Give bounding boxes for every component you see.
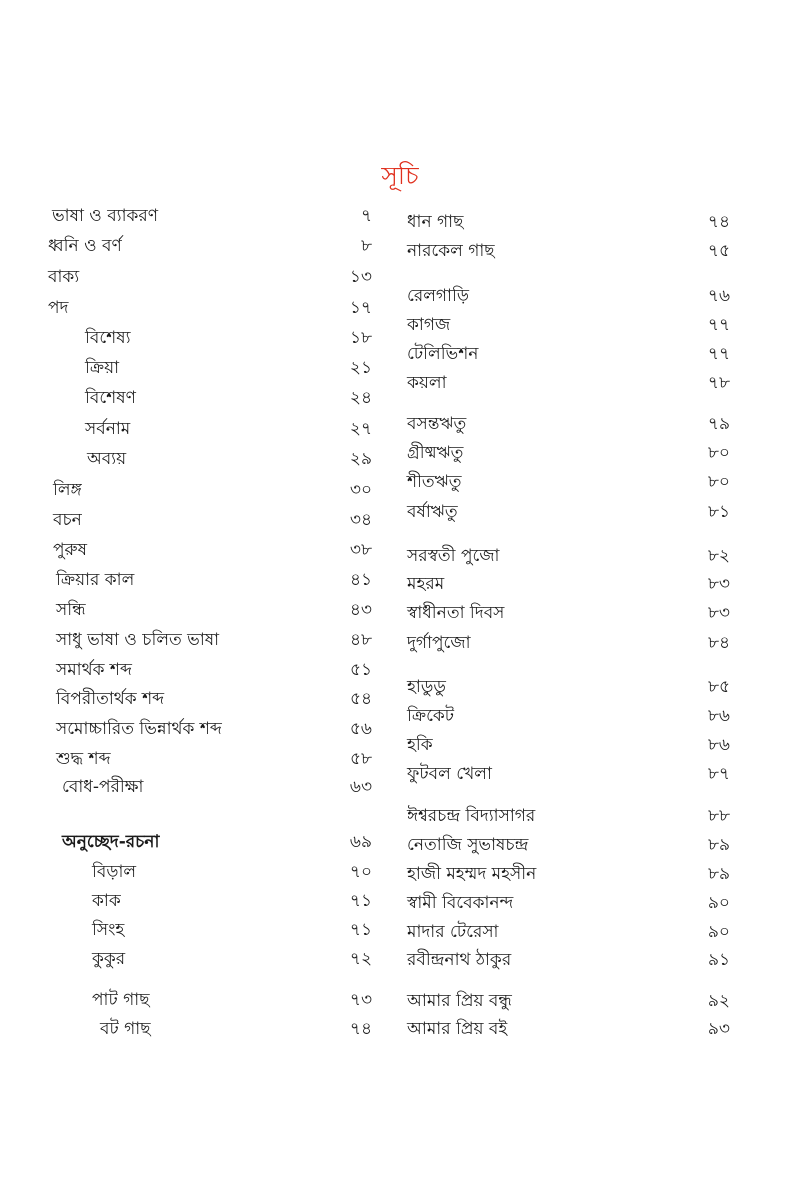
toc-entry-title: সর্বনাম <box>85 419 131 439</box>
toc-entry-page: ৮৩ <box>707 574 730 594</box>
toc-entry-title: পাট গাছ <box>92 990 150 1010</box>
toc-entry-title: টেলিভিশন <box>407 344 479 364</box>
toc-entry <box>407 499 730 525</box>
toc-entry-title: বসন্তঋতু <box>407 414 467 434</box>
toc-entry-title: স্বামী বিবেকানন্দ <box>407 893 514 913</box>
toc-entry-title: ভাষা ও ব্যাকরণ <box>52 206 159 226</box>
toc-entry <box>407 370 730 396</box>
toc-entry-title: আমার প্রিয় বন্ধু <box>407 991 512 1011</box>
toc-entry-title: পুরুষ <box>53 540 87 560</box>
toc-entry <box>407 600 730 626</box>
toc-entry-page: ৭৫ <box>707 241 730 261</box>
toc-entry <box>407 469 730 495</box>
toc-entry-title: শীতঋতু <box>407 472 462 492</box>
toc-entry-page: ৮৩ <box>707 603 730 623</box>
toc-entry-title: বোধ-পরীক্ষা <box>62 777 144 797</box>
toc-entry-page: ৭৭ <box>707 315 730 335</box>
toc-entry-title: কাগজ <box>407 315 451 335</box>
toc-entry-title: হাডুডু <box>407 677 446 697</box>
toc-entry-page: ১৩ <box>349 267 372 287</box>
toc-entry-page: ২৯ <box>349 449 372 469</box>
toc-entry-title: পদ <box>48 298 69 318</box>
toc-entry-title: ক্রিয়ার কাল <box>56 570 135 590</box>
toc-entry-title: বাক্য <box>48 267 80 287</box>
toc-entry-page: ৭৩ <box>349 990 372 1010</box>
toc-entry-title: বিপরীতার্থক শব্দ <box>56 689 165 709</box>
toc-entry-title: গ্রীষ্মঋতু <box>407 443 464 463</box>
toc-entry-title: সিংহ <box>92 920 125 940</box>
toc-entry <box>407 674 730 700</box>
toc-entry <box>407 703 730 729</box>
toc-entry <box>407 238 730 264</box>
toc-entry-page: ৮৭ <box>707 764 730 784</box>
toc-entry <box>407 890 730 916</box>
toc-entry-page: ৭৪ <box>349 1019 372 1039</box>
toc-entry-title: বট গাছ <box>100 1019 151 1039</box>
toc-entry-page: ৪৮ <box>349 630 372 650</box>
toc-entry-page: ৩০ <box>349 480 372 500</box>
toc-entry-page: ৭৪ <box>707 212 730 232</box>
toc-entry-page: ৫৪ <box>349 689 372 709</box>
toc-entry-title: ক্রিকেট <box>407 706 455 726</box>
toc-entry-title: নারকেল গাছ <box>407 241 495 261</box>
toc-entry-page: ১৭ <box>349 298 372 318</box>
toc-entry-title: মহরম <box>407 574 445 594</box>
toc-entry-page: ৭৮ <box>707 373 730 393</box>
toc-entry-page: ৮০ <box>707 472 730 492</box>
toc-entry-title: রেলগাড়ি <box>407 286 469 306</box>
toc-entry-page: ৭০ <box>349 862 372 882</box>
toc-entry-title: কয়লা <box>407 373 447 393</box>
toc-entry-page: ৪১ <box>349 570 372 590</box>
toc-entry-page: ৮৬ <box>707 735 730 755</box>
toc-entry-title: বিশেষ্য <box>85 328 131 348</box>
toc-entry-page: ২১ <box>349 358 372 378</box>
toc-entry-page: ৯০ <box>707 922 730 942</box>
toc-entry-page: ৮৪ <box>707 633 730 653</box>
toc-entry-page: ৮০ <box>707 443 730 463</box>
toc-entry-title: বিড়াল <box>92 862 137 882</box>
toc-entry-page: ৭২ <box>349 949 372 969</box>
toc-entry <box>407 630 730 656</box>
toc-entry <box>407 861 730 887</box>
page-title: সূচি <box>381 161 419 190</box>
toc-entry-page: ৮৬ <box>707 706 730 726</box>
toc-entry <box>407 283 730 309</box>
toc-entry <box>407 947 730 973</box>
toc-entry <box>407 732 730 758</box>
toc-entry-page: ৮২ <box>707 546 730 566</box>
toc-entry-title: বচন <box>53 510 82 530</box>
toc-entry-page: ১৮ <box>349 328 372 348</box>
toc-entry-page: ৮৮ <box>707 806 730 826</box>
toc-entry <box>407 1016 730 1042</box>
toc-entry-title: ফুটবল খেলা <box>407 764 492 784</box>
toc-entry-page: ৭৭ <box>707 344 730 364</box>
toc-entry-page: ৫৮ <box>349 749 372 769</box>
toc-entry-title: সাধু ভাষা ও চলিত ভাষা <box>56 630 220 650</box>
toc-entry-title: মাদার টেরেসা <box>407 922 499 942</box>
toc-entry-page: ৬৩ <box>349 777 372 797</box>
toc-entry <box>407 411 730 437</box>
toc-entry-page: ৮৯ <box>707 864 730 884</box>
toc-entry-title: ক্রিয়া <box>85 358 120 378</box>
toc-entry-page: ২৪ <box>349 388 372 408</box>
toc-entry <box>407 988 730 1014</box>
toc-entry <box>407 543 730 569</box>
toc-entry-page: ২৭ <box>349 419 372 439</box>
toc-entry-page: ৮১ <box>707 502 730 522</box>
toc-entry-title: নেতাজি সুভাষচন্দ্র <box>407 835 529 855</box>
toc-entry-page: ৭৯ <box>707 414 730 434</box>
toc-entry-page: ৭ <box>360 206 372 226</box>
toc-entry <box>407 341 730 367</box>
toc-entry-title: অব্যয় <box>87 449 127 469</box>
toc-entry-page: ৮ <box>360 236 372 256</box>
toc-entry <box>407 312 730 338</box>
toc-entry <box>407 209 730 235</box>
toc-entry <box>407 761 730 787</box>
toc-entry-page: ৯০ <box>707 893 730 913</box>
toc-entry <box>407 832 730 858</box>
toc-entry-title: দুর্গাপুজো <box>407 633 471 653</box>
toc-entry-title: রবীন্দ্রনাথ ঠাকুর <box>407 950 512 970</box>
toc-entry-title: স্বাধীনতা দিবস <box>407 603 505 623</box>
toc-entry-page: ৫১ <box>349 660 372 680</box>
toc-entry-title: সমোচ্চারিত ভিন্নার্থক শব্দ <box>56 719 222 739</box>
toc-entry-title: সন্ধি <box>56 600 86 620</box>
toc-entry <box>407 919 730 945</box>
toc-entry-page: ৭১ <box>349 920 372 940</box>
toc-entry-page: ৯৩ <box>707 1019 730 1039</box>
toc-entry-title: অনুচ্ছেদ-রচনা <box>62 832 160 852</box>
toc-entry-title: হকি <box>407 735 433 755</box>
toc-entry-page: ৭১ <box>349 891 372 911</box>
toc-entry-page: ৬৯ <box>349 832 372 852</box>
toc-entry-title: কুকুর <box>92 949 126 969</box>
toc-entry-title: হাজী মহম্মদ মহসীন <box>407 864 537 884</box>
toc-entry-page: ৩৪ <box>349 510 372 530</box>
toc-entry-page: ৪৩ <box>349 600 372 620</box>
toc-entry-title: লিঙ্গ <box>53 480 82 500</box>
toc-entry-title: ঈশ্বরচন্দ্র বিদ্যাসাগর <box>407 806 536 826</box>
toc-entry-page: ৮৯ <box>707 835 730 855</box>
toc-entry-title: ধান গাছ <box>407 212 464 232</box>
toc-entry-page: ৩৮ <box>349 540 372 560</box>
toc-entry-page: ৮৫ <box>707 677 730 697</box>
toc-entry-title: সমার্থক শব্দ <box>56 660 132 680</box>
toc-entry-page: ৯১ <box>707 950 730 970</box>
toc-entry-title: শুদ্ধ শব্দ <box>56 749 111 769</box>
toc-entry-title: বর্ষাঋতু <box>407 502 458 522</box>
toc-entry <box>407 803 730 829</box>
toc-entry <box>407 571 730 597</box>
toc-entry-title: আমার প্রিয় বই <box>407 1019 508 1039</box>
toc-entry <box>407 440 730 466</box>
toc-entry-page: ৯২ <box>707 991 730 1011</box>
toc-entry-title: সরস্বতী পুজো <box>407 546 500 566</box>
toc-entry-page: ৫৬ <box>349 719 372 739</box>
toc-entry-title: বিশেষণ <box>85 388 136 408</box>
toc-entry-title: কাক <box>92 891 121 911</box>
toc-entry-page: ৭৬ <box>707 286 730 306</box>
toc-entry-title: ধ্বনি ও বর্ণ <box>48 236 122 256</box>
